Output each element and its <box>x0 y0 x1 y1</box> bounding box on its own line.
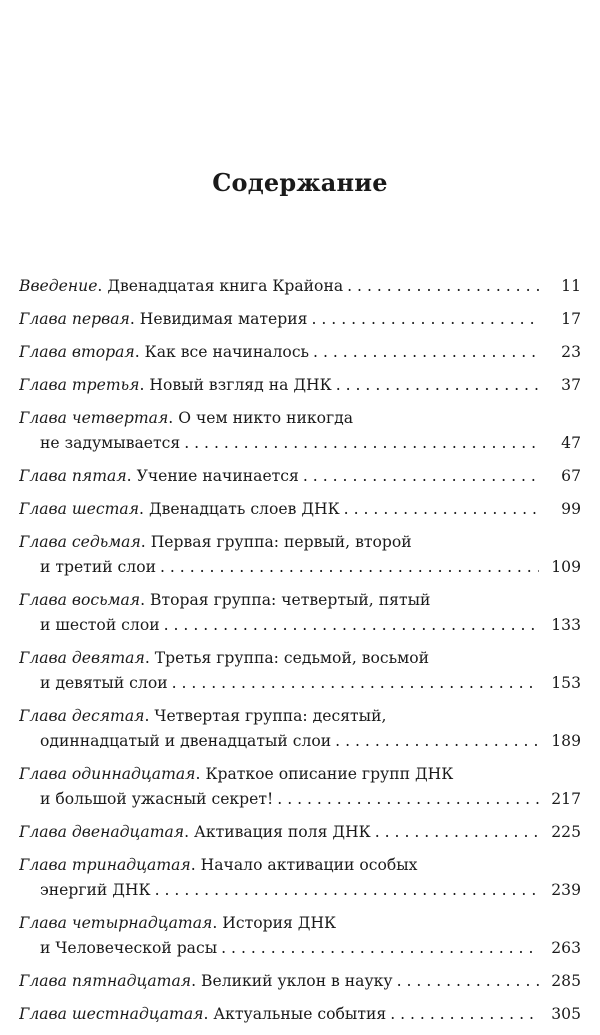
chapter-title-line: и большой ужасный секрет! <box>40 790 274 808</box>
chapter-title-line: О чем никто никогда <box>178 409 354 427</box>
chapter-label: Глава четырнадцатая <box>19 914 213 932</box>
chapter-title-line: Вторая группа: четвертый, пятый <box>150 591 431 609</box>
toc-entry <box>19 646 581 696</box>
chapter-title-line: и шестой слои <box>40 616 160 634</box>
toc-entry <box>19 1002 581 1027</box>
toc-entry-text <box>40 613 160 638</box>
toc-entry <box>19 969 581 994</box>
chapter-label: Глава одиннадцатая <box>19 765 196 783</box>
chapter-label: Глава третья <box>19 376 140 394</box>
toc-entry-line <box>19 729 581 754</box>
toc-entry-line <box>19 787 581 812</box>
chapter-label: Введение <box>19 277 98 295</box>
chapter-label: Глава седьмая <box>19 533 141 551</box>
chapter-label: Глава четвертая <box>19 409 169 427</box>
chapter-label: Глава вторая <box>19 343 135 361</box>
toc-entry <box>19 530 581 580</box>
dot-leader <box>184 431 539 456</box>
toc-entry-text: Глава шестнадцатая. Актуальные события <box>19 1005 387 1023</box>
toc-entry-line <box>19 820 581 845</box>
chapter-title-line: одиннадцатый и двенадцатый слои <box>40 732 332 750</box>
toc-entry-line <box>19 307 581 332</box>
chapter-title-line: Двенадцать слоев ДНК <box>148 500 340 518</box>
page-number: 305 <box>551 1005 581 1023</box>
page-number: 285 <box>551 972 581 990</box>
page-number: 153 <box>551 674 581 692</box>
toc-entry-line <box>19 853 581 878</box>
page-number: 17 <box>561 310 581 328</box>
chapter-label: Глава первая <box>19 310 130 328</box>
chapter-label: Глава тринадцатая <box>19 856 191 874</box>
chapter-label: Глава шестая <box>19 500 140 518</box>
toc-entry-text: Глава одиннадцатая. Краткое описание групп ДНК <box>19 765 454 783</box>
toc-entry <box>19 588 581 638</box>
toc-entry-line <box>19 274 581 299</box>
chapter-title-line: и Человеческой расы <box>40 939 218 957</box>
toc-entry-text <box>40 671 168 696</box>
dot-leader <box>347 274 539 299</box>
chapter-label: Глава девятая <box>19 649 145 667</box>
toc-entry <box>19 340 581 365</box>
toc-entry-text: Глава вторая. Как все начиналось <box>19 343 310 361</box>
dot-leader <box>313 340 539 365</box>
chapter-title-line: Невидимая материя <box>139 310 308 328</box>
page-number: 239 <box>551 881 581 899</box>
toc-entry-text: Глава двенадцатая. Активация поля ДНК <box>19 823 371 841</box>
page-number: 189 <box>551 732 581 750</box>
chapter-label: Глава шестнадцатая <box>19 1005 204 1023</box>
chapter-title-line: не задумывается <box>40 434 181 452</box>
toc-entry-line <box>19 340 581 365</box>
toc-entry <box>19 820 581 845</box>
chapter-title-line: Актуальные события <box>213 1005 387 1023</box>
page-number: 11 <box>561 277 581 295</box>
toc-entry <box>19 373 581 398</box>
toc-entry-line <box>19 555 581 580</box>
page-number: 47 <box>561 434 581 452</box>
toc-entry-line <box>19 613 581 638</box>
toc-entry-line <box>19 530 581 555</box>
dot-leader <box>336 373 539 398</box>
toc-entry-text: Глава девятая. Третья группа: седьмой, восьмой <box>19 649 430 667</box>
toc-entry-text: Глава тринадцатая. Начало активации особых <box>19 856 418 874</box>
toc-entry-text: Глава четырнадцатая. История ДНК <box>19 914 337 932</box>
toc-entry-text: Глава третья. Новый взгляд на ДНК <box>19 376 332 394</box>
chapter-title-line: Великий уклон в науку <box>201 972 393 990</box>
chapter-title-line: и третий слои <box>40 558 156 576</box>
toc-entry-text: Введение. Двенадцатая книга Крайона <box>19 277 344 295</box>
toc-entry-text <box>40 555 156 580</box>
toc-entry-line <box>19 431 581 456</box>
toc-entry-line <box>19 704 581 729</box>
table-of-contents <box>19 274 581 1035</box>
chapter-title-line: Третья группа: седьмой, восьмой <box>154 649 430 667</box>
toc-entry-line <box>19 497 581 522</box>
page-number: 37 <box>561 376 581 394</box>
dot-leader <box>277 787 539 812</box>
toc-entry <box>19 464 581 489</box>
dot-leader <box>311 307 539 332</box>
toc-entry-line <box>19 936 581 961</box>
chapter-title-line: Учение начинается <box>136 467 299 485</box>
toc-entry-text <box>40 878 151 903</box>
toc-entry <box>19 497 581 522</box>
toc-entry-line <box>19 671 581 696</box>
toc-entry <box>19 853 581 903</box>
toc-entry-line <box>19 464 581 489</box>
chapter-label: Глава пятнадцатая <box>19 972 192 990</box>
page-number: 263 <box>551 939 581 957</box>
page-number: 23 <box>561 343 581 361</box>
dot-leader <box>303 464 539 489</box>
page-number: 217 <box>551 790 581 808</box>
chapter-title-line: и девятый слои <box>40 674 168 692</box>
toc-entry-text: Глава пятая. Учение начинается <box>19 467 299 485</box>
toc-entry <box>19 274 581 299</box>
chapter-title-line: Двенадцатая книга Крайона <box>107 277 344 295</box>
toc-entry-line <box>19 406 581 431</box>
toc-entry-text: Глава шестая. Двенадцать слоев ДНК <box>19 500 340 518</box>
toc-entry-line <box>19 911 581 936</box>
toc-entry-text <box>40 787 273 812</box>
toc-entry-text <box>40 431 180 456</box>
dot-leader <box>155 878 539 903</box>
toc-entry <box>19 762 581 812</box>
toc-entry-line <box>19 762 581 787</box>
toc-entry <box>19 307 581 332</box>
toc-entry-line <box>19 373 581 398</box>
chapter-label: Глава десятая <box>19 707 145 725</box>
chapter-title-line: энергий ДНК <box>40 881 151 899</box>
toc-entry-text: Глава десятая. Четвертая группа: десятый, <box>19 707 387 725</box>
dot-leader <box>390 1002 539 1027</box>
toc-entry-text <box>40 729 331 754</box>
page-number: 109 <box>551 558 581 576</box>
dot-leader <box>172 671 539 696</box>
chapter-label: Глава пятая <box>19 467 127 485</box>
toc-entry-line <box>19 1002 581 1027</box>
chapter-title-line: Новый взгляд на ДНК <box>149 376 332 394</box>
dot-leader <box>335 729 539 754</box>
toc-entry-text <box>40 936 217 961</box>
toc-entry-text: Глава пятнадцатая. Великий уклон в науку <box>19 972 393 990</box>
page-number: 225 <box>551 823 581 841</box>
dot-leader <box>375 820 539 845</box>
toc-entry-text: Глава четвертая. О чем никто никогда <box>19 409 354 427</box>
toc-entry-line <box>19 878 581 903</box>
toc-entry-text: Глава седьмая. Первая группа: первый, второй <box>19 533 412 551</box>
toc-entry-text: Глава первая. Невидимая материя <box>19 310 308 328</box>
toc-entry-line <box>19 588 581 613</box>
toc-entry-line <box>19 646 581 671</box>
dot-leader <box>164 613 539 638</box>
page-number: 67 <box>561 467 581 485</box>
chapter-title-line: Как все начиналось <box>144 343 310 361</box>
dot-leader <box>344 497 539 522</box>
toc-entry <box>19 911 581 961</box>
dot-leader <box>160 555 539 580</box>
chapter-title-line: Активация поля ДНК <box>194 823 371 841</box>
toc-entry <box>19 704 581 754</box>
toc-entry-line <box>19 969 581 994</box>
page-number: 99 <box>561 500 581 518</box>
dot-leader <box>221 936 539 961</box>
chapter-title-line: Краткое описание групп ДНК <box>205 765 454 783</box>
chapter-title-line: Четвертая группа: десятый, <box>154 707 387 725</box>
page-number: 133 <box>551 616 581 634</box>
toc-entry <box>19 406 581 456</box>
chapter-title-line: Начало активации особых <box>200 856 418 874</box>
chapter-label: Глава восьмая <box>19 591 141 609</box>
page-title: Содержание <box>212 168 388 197</box>
chapter-title-line: Первая группа: первый, второй <box>150 533 412 551</box>
chapter-label: Глава двенадцатая <box>19 823 185 841</box>
toc-entry-text: Глава восьмая. Вторая группа: четвертый, пятый <box>19 591 431 609</box>
chapter-title-line: История ДНК <box>222 914 337 932</box>
dot-leader <box>397 969 539 994</box>
